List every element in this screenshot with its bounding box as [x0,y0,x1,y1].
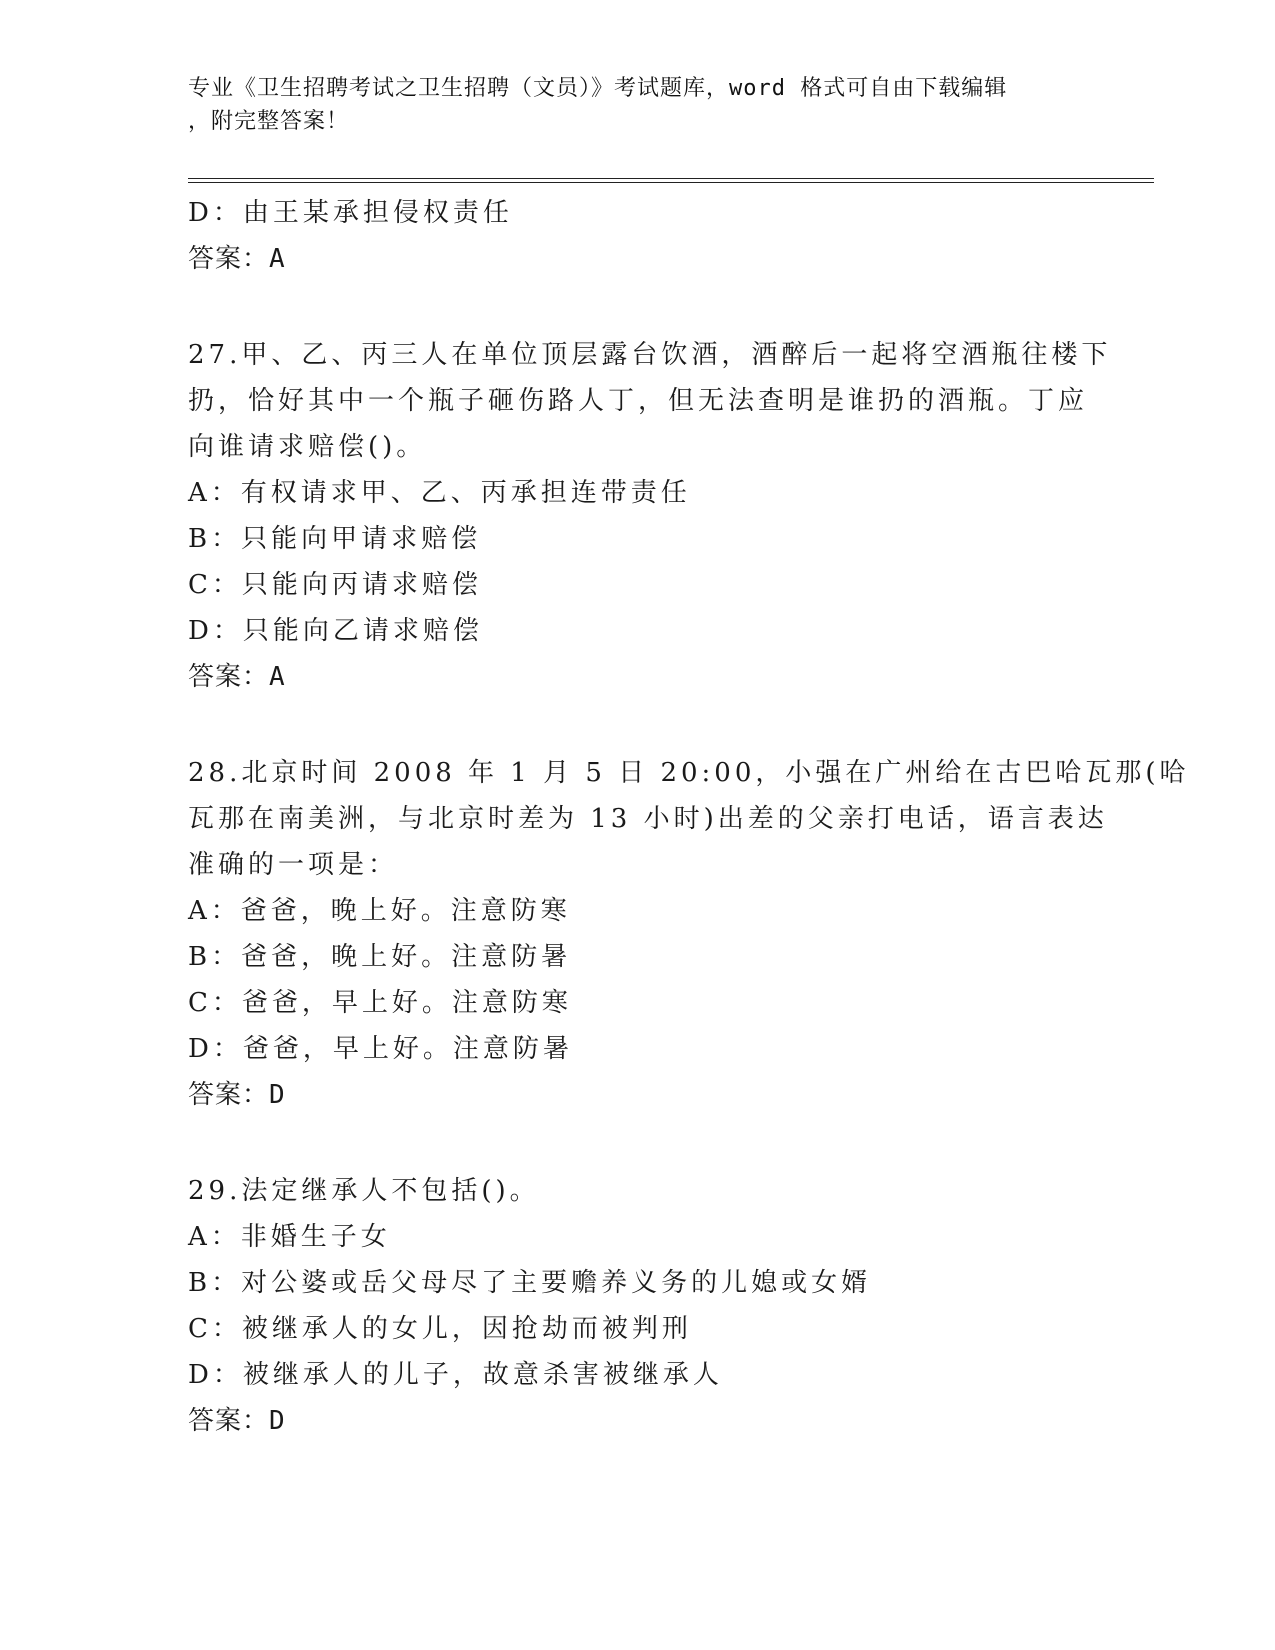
answer-value: A [269,244,286,274]
option-a: A：非婚生子女 [188,1222,391,1252]
question-stem-line: 27.甲、乙、丙三人在单位顶层露台饮酒，酒醉后一起将空酒瓶往楼下 [188,340,1112,370]
question-29 [188,1168,1088,1444]
question-stem-line: 瓦那在南美洲，与北京时差为 13 小时)出差的父亲打电话，语言表达 [188,804,1108,834]
question-answer [188,1072,1088,1118]
question-stem-line: 向谁请求赔偿()。 [188,432,427,462]
answer-value: D [269,1406,286,1436]
option-d: D：只能向乙请求赔偿 [188,616,483,646]
question-stem-line: 扔，恰好其中一个瓶子砸伤路人丁，但无法查明是谁扔的酒瓶。丁应 [188,386,1089,416]
option-b: B：爸爸，晚上好。注意防暑 [188,942,572,972]
header-divider-top [188,178,1154,179]
header-line-2: ，附完整答案！ [188,109,350,134]
document-header [188,72,1088,138]
question-stem-line: 29.法定继承人不包括()。 [188,1176,540,1206]
question-stem-line: 28.北京时间 2008 年 1 月 5 日 20:00，小强在广州给在古巴哈瓦那(哈 [188,758,1190,788]
question-answer [188,654,1088,700]
option-a: A：爸爸，晚上好。注意防寒 [188,896,571,926]
answer-label: 答案： [188,244,270,274]
question-27 [188,332,1112,700]
question-28 [188,750,1190,1118]
question-stem-line: 准确的一项是： [188,850,399,880]
question-content [188,190,1190,1444]
answer-value: D [269,1080,286,1110]
question-answer [188,1398,1088,1444]
option-a: A：有权请求甲、乙、丙承担连带责任 [188,478,691,508]
answer-label: 答案： [188,662,270,692]
answer-label: 答案： [188,1080,270,1110]
answer-label: 答案： [188,1406,270,1436]
answer-value: A [269,662,286,692]
option-c: C：被继承人的女儿，因抢劫而被判刑 [188,1314,692,1344]
option-b: B：对公婆或岳父母尽了主要赡养义务的儿媳或女婿 [188,1268,872,1298]
prev-answer [188,236,1088,282]
option-c: C：爸爸，早上好。注意防寒 [188,988,572,1018]
header-line-1: 专业《卫生招聘考试之卫生招聘（文员）》考试题库，word 格式可自由下载编辑 [188,76,1008,101]
prev-option-d: D：由王某承担侵权责任 [188,198,513,228]
option-b: B：只能向甲请求赔偿 [188,524,482,554]
option-d: D：爸爸，早上好。注意防暑 [188,1034,573,1064]
option-d: D：被继承人的儿子，故意杀害被继承人 [188,1360,723,1390]
option-c: C：只能向丙请求赔偿 [188,570,482,600]
header-divider-bottom [188,182,1154,183]
